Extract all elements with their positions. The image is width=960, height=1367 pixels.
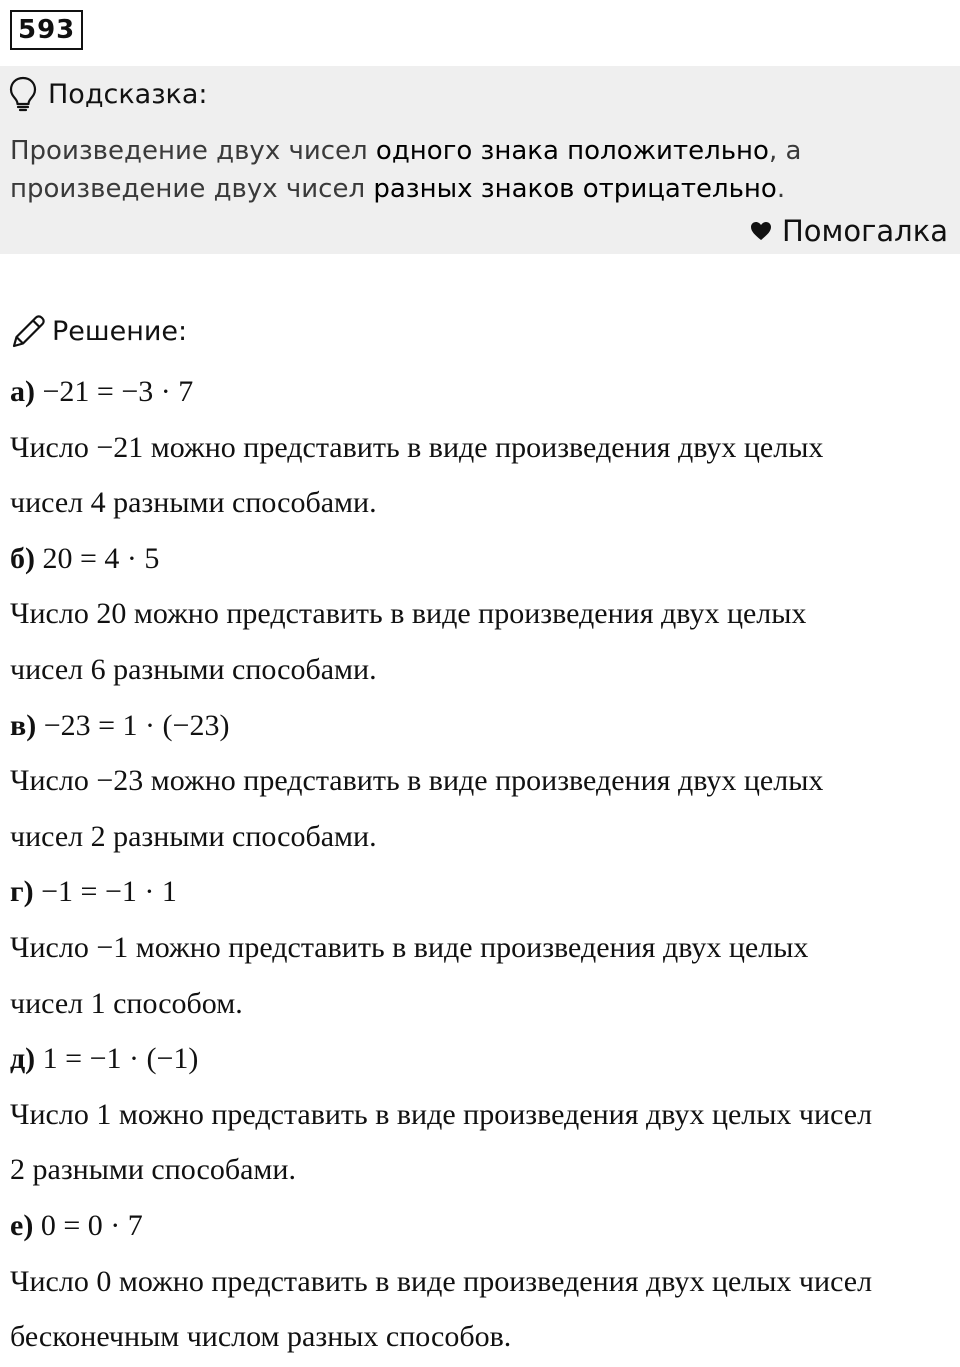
hint-title: Подсказка: [48,78,208,110]
item-e-equation [10,1198,955,1254]
item-b-text-2: чисел 6 разными способами. [10,652,377,686]
item-d-text-2: 2 разными способами. [10,1153,296,1187]
pencil-icon [10,312,52,350]
equation: 20 = 4 · 5 [35,541,160,575]
hint-emphasis: одного знака положительно [375,136,769,166]
item-label: б) [10,541,35,575]
hint-text-part: . [776,174,786,204]
item-v-text-1: Число −23 можно представить в виде произведения двух целых [10,764,824,798]
item-g-text-1: Число −1 можно представить в виде произведения двух целых [10,930,809,964]
heart-icon [750,221,782,241]
item-label: д) [10,1042,36,1076]
item-g-text-2: чисел 1 способом. [10,986,243,1020]
lightbulb-icon [8,76,38,112]
hint-text [10,132,950,208]
hint-line-1 [10,132,950,170]
hint-line-2 [10,170,950,208]
item-e-text-2: бесконечным числом разных способов. [10,1320,512,1354]
item-b-text-1: Число 20 можно представить в виде произведения двух целых [10,597,807,631]
equation: −21 = −3 · 7 [35,375,194,408]
item-label: а) [10,375,35,408]
equation: 0 = 0 · 7 [33,1208,143,1242]
solution-title: Решение: [52,315,188,347]
item-label: г) [10,875,34,909]
hint-emphasis: разных знаков отрицательно [373,174,777,204]
item-v-equation [10,698,955,754]
hint-text-part: Произведение двух чисел [10,136,376,166]
hint-text-part: произведение двух чисел [10,174,374,204]
item-label: е) [10,1208,34,1242]
item-d-text-1: Число 1 можно представить в виде произведения двух целых чисел [10,1097,873,1131]
signature-text: Помогалка [782,214,948,248]
hint-text-part: , а [768,136,802,166]
item-d-equation [10,1031,955,1087]
task-number: 593 [10,10,83,50]
solution-header [10,312,187,350]
equation: −1 = −1 · 1 [33,875,177,909]
item-a-equation [10,364,955,420]
item-g-equation [10,864,955,920]
item-b-equation [10,531,955,587]
signature [750,214,948,248]
hint-header [8,74,208,114]
item-a-text-1: Число −21 можно представить в виде произведения двух целых [10,430,824,464]
solution-body [10,364,955,1365]
item-v-text-2: чисел 2 разными способами. [10,819,377,853]
hint-panel [0,66,960,254]
item-label: в) [10,708,37,742]
equation: −23 = 1 · (−23) [36,708,230,742]
item-e-text-1: Число 0 можно представить в виде произведения двух целых чисел [10,1264,873,1298]
equation: 1 = −1 · (−1) [35,1042,199,1076]
item-a-text-2: чисел 4 разными способами. [10,486,377,520]
